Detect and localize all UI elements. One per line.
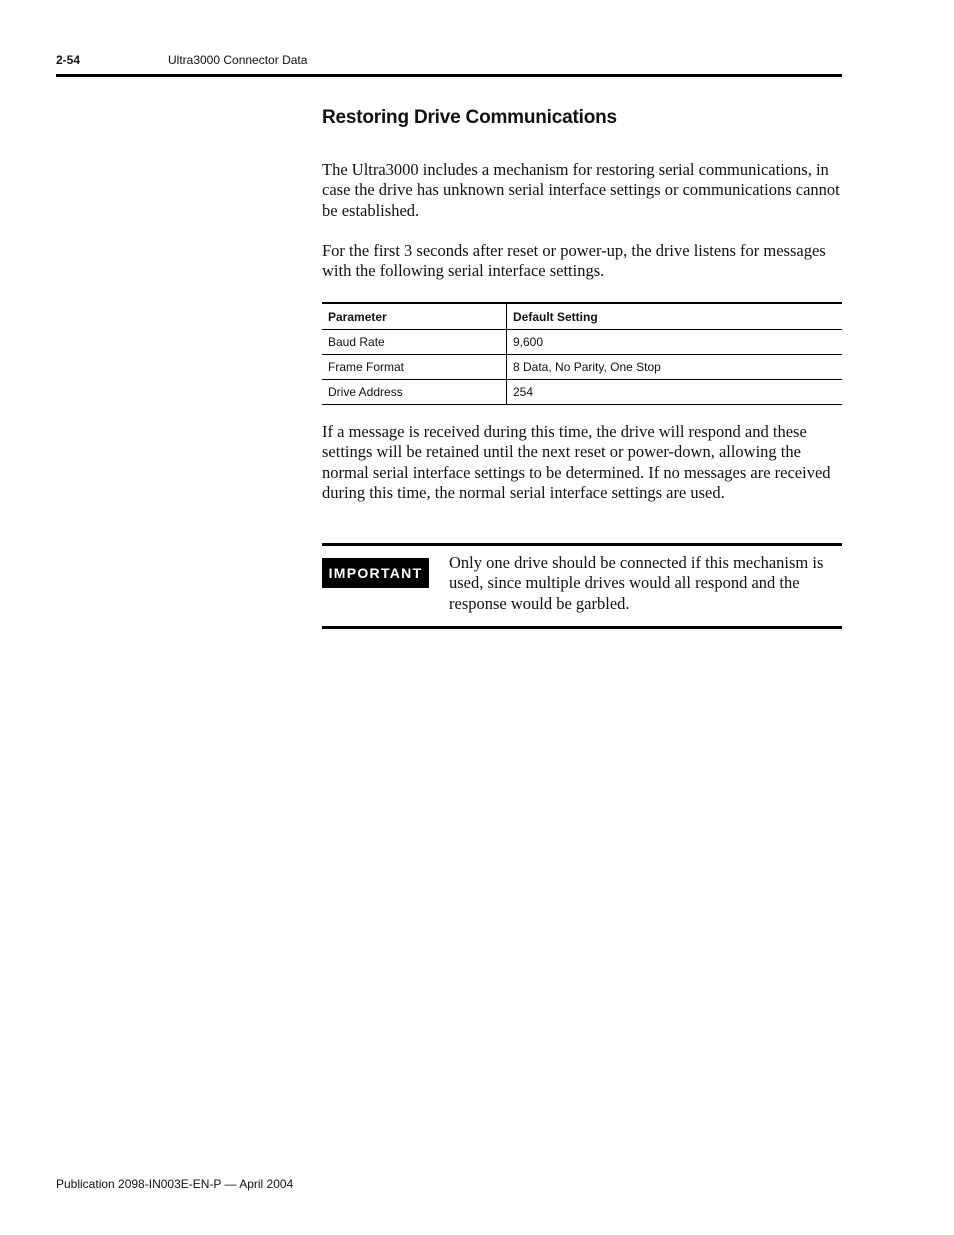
important-note: Only one drive should be connected if this mechanism is used, since multiple drives would all respond and the response would be garbled. xyxy=(449,553,824,613)
intro-paragraph: The Ultra3000 includes a mechanism for restoring serial communications, in case the drive has unknown serial interface settings or communications cannot be established. xyxy=(322,160,840,220)
table-cell-value: 9,600 xyxy=(507,330,843,355)
table-cell-value: 8 Data, No Parity, One Stop xyxy=(507,355,843,380)
header-rule xyxy=(56,74,842,77)
section-title: Restoring Drive Communications xyxy=(322,107,617,128)
column-header-default-setting: Default Setting xyxy=(507,303,843,330)
table-row xyxy=(322,355,842,380)
settings-table xyxy=(322,302,842,405)
settings-intro-paragraph: For the first 3 seconds after reset or power-up, the drive listens for messages with the following serial interface settings. xyxy=(322,241,826,281)
page-number: 2-54 xyxy=(56,53,81,67)
table-cell-parameter: Frame Format xyxy=(322,355,507,380)
important-top-rule xyxy=(322,543,842,546)
publication-footer: Publication 2098-IN003E-EN-P — April 2004 xyxy=(56,1177,294,1191)
table-header-row xyxy=(322,303,842,330)
table-cell-value: 254 xyxy=(507,380,843,405)
important-bottom-rule xyxy=(322,626,842,629)
table-cell-parameter: Baud Rate xyxy=(322,330,507,355)
important-badge: IMPORTANT xyxy=(322,558,429,588)
table-row xyxy=(322,380,842,405)
chapter-title: Ultra3000 Connector Data xyxy=(168,53,308,67)
behavior-paragraph: If a message is received during this time, the drive will respond and these settings will be retained until the next reset or power-down, allowing the normal serial interface settings to be determined. If no messages are received during this time, the normal serial interface settings are used. xyxy=(322,422,831,502)
column-header-parameter: Parameter xyxy=(322,303,507,330)
table-row xyxy=(322,330,842,355)
table-cell-parameter: Drive Address xyxy=(322,380,507,405)
